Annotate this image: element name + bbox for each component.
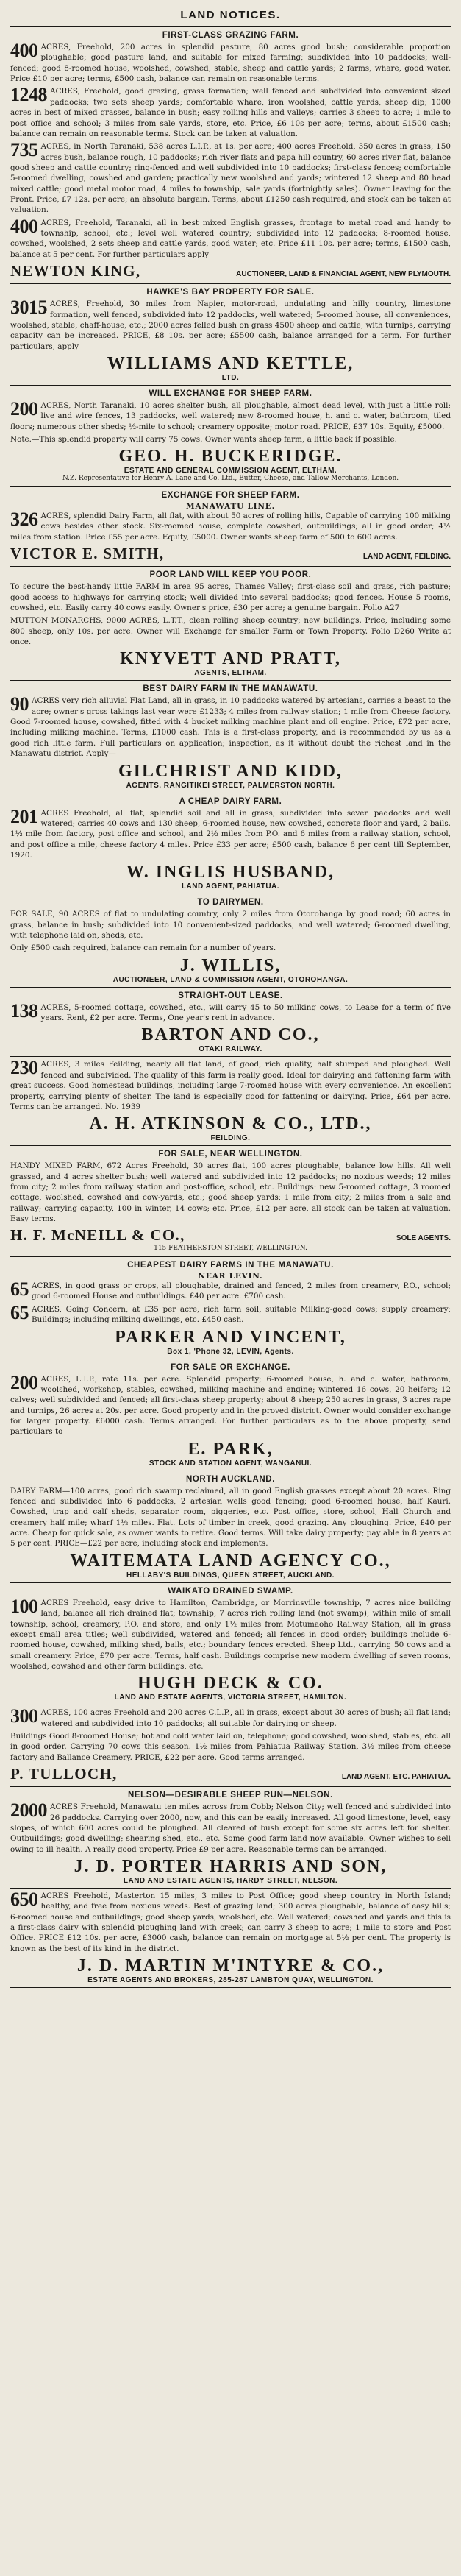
agent-name: J. D. MARTIN M'INTYRE & CO., — [76, 1956, 385, 1976]
ad-paragraph — [10, 909, 451, 941]
ad-paragraph — [10, 1595, 451, 1672]
ad-body-text: ACRES, Freehold, Taranaki, all in best mixed English grasses, frontage to metal road and handy to township, school, etc.; level well watered country; subdivided into 12 paddocks; 8-roomed house, cowshed, woolshed, 2 sets sheep and cattle yards, good water; etc. Price £11 10s. per acre; terms, £1500 cash, balance at 5 per cent. For further particulars apply — [10, 218, 451, 259]
ad-paragraph — [10, 805, 451, 861]
ad-subheading: MANAWATU LINE. — [185, 502, 276, 512]
ad-body-text: To secure the best-handy little FARM in area 95 acres, Thames Valley; first-class soil and grass, rich pasture; good access to highways for carrying stock; well divided into several paddocks; good fences. House 5 rooms, cowshed, etc. Easily carry 40 cows easily. Owner's price, £30 per acre; a genuine bargain. Folio A27 — [10, 582, 451, 612]
ad-paragraph — [10, 141, 451, 216]
ad-paragraph — [10, 42, 451, 84]
agent-address: FEILDING. — [210, 1134, 251, 1143]
ad-body-text: DAIRY FARM—100 acres, good rich swamp reclaimed, all in good English grasses except about 20 acres. Ring fenced and subdivided into 6 paddocks, 2 artesian wells good fencing; good 6-roomed house, half Kauri. Cowshed, trap and calf sheds, separator room, piggeries, etc. Post office, store, school, Hall Church and creamery half mile; wharf 1½ miles. Flat. Lots of timber in creek, good grazing. Any ploughing. Price, £40 per acre. Cheap for quick sale, as owner wants to retire. Good terms. Will take dairy property; pay able in 8 years at 5 per cent. PRICE—£22 per acre, including stock and implements. — [10, 1486, 451, 1549]
agent-name: VICTOR E. SMITH, — [10, 545, 165, 563]
ad-body-text: ACRES, North Taranaki, 10 acres shelter bush, all ploughable, almost dead level, with just a little roll; live and wire fences, 13 paddocks, well watered; new 8-roomed house, h. and c. water, bathroom, tiled floors; numerous other sheds; ½-mile to school; creamery opposite; motor road. PRICE, £37 10s. Equity, £5000. — [10, 400, 451, 431]
acreage-figure: 650 — [10, 1888, 38, 1910]
agent-signature — [10, 1226, 451, 1245]
agent-address: LAND AND ESTATE AGENTS, HARDY STREET, NELSON. — [123, 1876, 338, 1885]
agent-name: HUGH DECK & CO. — [137, 1674, 324, 1694]
ad-heading: BEST DAIRY FARM IN THE MANAWATU. — [143, 684, 318, 694]
ad-paragraph — [10, 1486, 451, 1549]
acreage-figure: 400 — [10, 40, 38, 61]
acreage-figure: 326 — [10, 509, 38, 531]
ad-block — [10, 894, 451, 987]
acreage-figure: 200 — [10, 397, 38, 420]
ad-paragraph — [10, 1278, 451, 1302]
ad-paragraph — [10, 1161, 451, 1224]
ad-block — [10, 1471, 451, 1583]
ad-paragraph — [10, 1888, 451, 1954]
acreage-figure: 735 — [10, 139, 38, 161]
agent-name: GILCHRIST AND KIDD, — [118, 761, 343, 781]
ad-block — [10, 386, 451, 487]
acreage-figure: 100 — [10, 1595, 38, 1617]
acreage-figure: 400 — [10, 215, 38, 237]
ad-body-text: ACRES, Freehold, 30 miles from Napier, motor-road, undulating and hilly country, limestone formation, well fenced, subdivided into 12 paddocks, well watered; 5-roomed house, all conveniences, woolshed, stable, chaff-house, etc.; 2000 acres felled bush on grass 4500 sheep and cattle, with turnips, carrying capacity can be increased. PRICE, £8 10s. per acre; £5500 cash, balance arranged for a term. For further particulars, apply — [10, 300, 451, 351]
agent-address: LAND AND ESTATE AGENTS, VICTORIA STREET, HAMILTON. — [114, 1694, 347, 1702]
agent-name: PARKER AND VINCENT, — [115, 1327, 346, 1347]
ad-body-text: ACRES Freehold, all flat, splendid soil and all in grass; subdivided into seven paddocks and well watered; carries 40 cows and 130 sheep, 6-roomed house, new cowshed, concrete floor and yard, 2 bails. 1½ mile from factory, post office and school, and 2½ miles from P.O. and 6 miles from a railway station, school, and post office a mile, cheese factory 4 miles. Price £33 per acre; £500 cash, balance 6 per cent till September, 1920. — [10, 808, 451, 860]
agent-name: E. PARK, — [187, 1439, 274, 1459]
ad-heading: EXCHANGE FOR SHEEP FARM. — [161, 491, 300, 500]
ad-heading: CHEAPEST DAIRY FARMS IN THE MANAWATU. — [127, 1261, 334, 1270]
agent-address: AUCTIONEER, LAND & COMMISSION AGENT, OTOROHANGA. — [112, 975, 349, 984]
agent-name: WAITEMATA LAND AGENCY CO., — [70, 1551, 391, 1571]
ad-body-text: ACRES Freehold, Masterton 15 miles, 3 miles to Post Office; good sheep country in North Island; healthy, and free from noxious weeds. Best of grazing land; 300 acres ploughable, balance of easy hills; 6-roomed house and outbuildings; good sheep yards, woolshed, etc. Well watered; cowshed and yards and this is a first-class dairy with splendid ploughing land with creek; can carry 3 sheep to acre; 1 mile to store and Post Office. PRICE £12 10s. per acre, £3000 cash, balance can remain on mortgage at 5½ per cent. The property is known as the best of its kind in the district. — [10, 1891, 451, 1953]
masthead: LAND NOTICES. — [10, 6, 451, 27]
ad-block — [10, 988, 451, 1058]
agent-name: WILLIAMS AND KETTLE, — [107, 353, 354, 373]
ad-body-text: ACRES, 5-roomed cottage, cowshed, etc., will carry 45 to 50 milking cows, to Lease for a term of five years. Rent, £2 per acre. Terms, One year's rent in advance. — [40, 1002, 451, 1023]
ad-heading: FIRST-CLASS GRAZING FARM. — [162, 31, 299, 40]
ad-body-text: ACRES, in good grass or crops, all ploughable, drained and fenced, 2 miles from creamery, P.O., school; good 6-roomed House and outbuildings. £40 per acre. £700 cash. — [32, 1281, 451, 1301]
agent-name: GEO. H. BUCKERIDGE. — [118, 447, 343, 467]
ad-body-text: ACRES Freehold, easy drive to Hamilton, Cambridge, or Morrinsville township, 7 acres nice building land, balance all rich drained flat; township, 7 acres rich rolling land (not swamp); within mile of small township, school, creamery, P.O. and store, and only 1½ miles from Motumaoho Railway Station, all in grass except small area titles; well subdivided, watered and fenced; all fences in good order; buildings include 6-roomed house, cowshed, milking shed, bails, etc.; boundary fences erected. Sheep Ltd., carrying 50 cows and a small creamery. Price, £70 per acre. Terms, half cash. Buildings comprise new modern dwelling of seven rooms, woolshed, cowshed and other farm buildings, etc. — [10, 1598, 451, 1671]
ad-paragraph — [10, 434, 451, 445]
ad-paragraph — [10, 215, 451, 260]
agent-signature — [10, 545, 451, 563]
agent-name: KNYVETT AND PRATT, — [120, 649, 341, 669]
ad-body-text: Note.—This splendid property will carry 75 cows. Owner wants sheep farm, a little back if possible. — [10, 435, 397, 445]
ad-paragraph — [10, 693, 451, 759]
agent-address: STOCK AND STATION AGENT, WANGANUI. — [149, 1459, 312, 1468]
acreage-figure: 90 — [10, 693, 29, 715]
ad-heading: NORTH AUCKLAND. — [185, 1474, 275, 1484]
agent-address: ESTATE AND GENERAL COMMISSION AGENT, ELTHAM. — [124, 467, 337, 475]
ad-paragraph — [10, 397, 451, 432]
ad-paragraph — [10, 615, 451, 647]
ad-heading: FOR SALE OR EXCHANGE. — [171, 1362, 290, 1372]
ad-heading: FOR SALE, NEAR WELLINGTON. — [158, 1150, 303, 1159]
ad-heading: STRAIGHT-OUT LEASE. — [178, 991, 283, 1000]
agent-name: H. F. McNEILL & CO., — [10, 1226, 185, 1245]
agent-name: NEWTON KING, — [10, 262, 141, 280]
ad-body-text: ACRES Freehold, Manawatu ten miles across from Cobb; Nelson City; well fenced and subdivided into 26 paddocks. Carrying over 2000, now, and this can be easily increased. All good limestone, level, easy slopes, of which 600 acres could be ploughed. All cleared of bush except for some six acres left for shelter. Outbuildings; good dwelling; shearing shed, etc., etc. Some good farm land now available. Owner wishes to sell owing to ill health. A really good property. Price £9 per acre. Reasonable terms can be arranged. — [10, 1802, 451, 1854]
ad-body-text: ACRES, 100 acres Freehold and 200 acres C.L.P., all in grass, except about 30 acres of bush; all flat land; watered and subdivided into 10 paddocks; all suitable for dairying or sheep. — [40, 1708, 451, 1728]
ad-heading: WILL EXCHANGE FOR SHEEP FARM. — [149, 389, 312, 398]
ad-subheading: NEAR LEVIN. — [198, 1272, 263, 1281]
ad-body-text: ACRES, Freehold, 200 acres in splendid pasture, 80 acres good bush; considerable proportion ploughable; good pasture land, and suitable for mixed farming; subdivided into 10 paddocks; well-fenced; good 8-roomed house, woolshed, cowshed, stable, sheep and cattle yards; 2 farms, whare, good water. Price £10 per acre; terms, £500 cash, balance can remain on reasonable terms. — [10, 43, 451, 84]
acreage-figure: 300 — [10, 1705, 38, 1727]
ad-body-text: MUTTON MONARCHS, 9000 ACRES, L.T.T., clean rolling sheep country; new buildings. Price, including some 800 sheep, only 10s. per acre. Owner will Exchange for smaller Farm or Town Property. Folio D260 Write at once. — [10, 616, 451, 646]
ad-block — [10, 1583, 451, 1706]
ad-heading: WAIKATO DRAINED SWAMP. — [168, 1586, 293, 1596]
advertisements-column — [10, 27, 451, 1988]
ad-body-text: ACRES, Freehold, good grazing, grass formation; well fenced and subdivided into convenient sized paddocks; two sets sheep yards; comfortable whare, iron woolshed, cattle yards, sheep dip; 1000 acres in best of mixed grasses, balance in bush; easy rolling hills and valleys; carries 3 sheep to acre; 1 mile to post office and school; 3 miles from sale yards, store, etc. Price, £6 10s per acre; terms, about £1500 cash; balance can remain on reasonable terms. Stock can be taken at valuation. — [10, 87, 451, 138]
ad-paragraph — [10, 1301, 451, 1326]
ad-block — [10, 793, 451, 895]
agent-role: SOLE AGENTS. — [396, 1234, 451, 1243]
ad-paragraph — [10, 1731, 451, 1763]
acreage-figure: 65 — [10, 1301, 29, 1323]
ad-block — [10, 1889, 451, 1988]
ad-heading: HAWKE'S BAY PROPERTY FOR SALE. — [146, 288, 315, 297]
ad-body-text: ACRES, L.I.P., rate 11s. per acre. Splendid property; 6-roomed house, h. and c. water, bathroom, woolshed, workshop, stables, cowshed, milking machine and engine; wintered 16 cows, 20 heifers; 12 calves; well subdivided and fenced; all first-class sheep property; about 8 sheep; 250 acres in grass, 3 acres rape and turnips, 26 acres at 20s. per acre. Good property and in the proved district. Owner would consider exchange for larger property. £6000 cash. Terms arranged. For further particulars as to the above property, send particulars to — [10, 1374, 451, 1437]
acreage-figure: 1248 — [10, 84, 47, 106]
ad-body-text: HANDY MIXED FARM, 672 Acres Freehold, 30 acres flat, 100 acres ploughable, balance low hills. All well grassed, and 4 acres shelter bush; well watered and subdivided into 12 paddocks; no noxious weeds; 12 miles from city; 2 miles from railway station and post-office, school, etc. Buildings: new 5-roomed cottage, 3 roomed cottage, woolshed, cowshed and cow-yards, etc.; good sheep yards; 1 mile from city; 2 miles from a sale and railway; carrying capacity, 100 in winter, 14 cows; etc. Price, £12 per acre, all stock can be taken at valuation. Easy terms. — [10, 1161, 451, 1224]
agent-name: J. WILLIS, — [179, 955, 282, 975]
agent-address: LTD. — [221, 373, 240, 382]
agent-signature — [10, 262, 451, 280]
agent-role: AUCTIONEER, LAND & FINANCIAL AGENT, NEW PLYMOUTH. — [236, 270, 451, 279]
ad-block — [10, 1057, 451, 1146]
ad-block — [10, 1146, 451, 1257]
ad-body-text: ACRES, Going Concern, at £35 per acre, rich farm soil, suitable Milking-good cows; supply creamery; Buildings; including milking dwellings, etc. £450 cash. — [32, 1304, 451, 1325]
ad-heading: TO DAIRYMEN. — [197, 898, 264, 907]
agent-role: LAND AGENT, ETC. PAHIATUA. — [341, 1773, 451, 1782]
ad-paragraph — [10, 943, 451, 953]
ad-body-text: ACRES very rich alluvial Flat Land, all in grass, in 10 paddocks watered by artesians, carries a beast to the acre; owner's gross takings last year were £1233; 4 miles from railway station; 1 mile from Cheese factory. Good 7-roomed house, cowshed, fitted with 4 bucket milking machine plant and oil engine. Price, £72 per acre, including milking machine. Terms, £1000 cash. This is a first-class property, and is recommended by us as a good rich little farm. Full particulars on application; inspection, as it without doubt the richest land in the Manawatu district. Apply— — [10, 696, 451, 759]
agent-signature — [10, 1765, 451, 1783]
ad-body-text: Only £500 cash required, balance can remain for a number of years. — [10, 944, 276, 953]
ad-paragraph — [10, 999, 451, 1024]
acreage-figure: 138 — [10, 999, 38, 1022]
ad-block — [10, 284, 451, 386]
ad-paragraph — [10, 299, 451, 352]
agent-address: OTAKI RAILWAY. — [199, 1045, 262, 1054]
ad-block — [10, 1359, 451, 1471]
ad-body-text: ACRES, in North Taranaki, 538 acres L.I.P., at 1s. per acre; 400 acres Freehold, 350 acres in grass, 150 acres bush, balance rough, 10 paddocks; rich river flats and papa hill country, 60 acres river flat, balance good sheep and cattle country; ring-fenced and well subdivided into 10 paddocks; first-class fences; comfortable 5-roomed dwelling, cowshed and garden; practically new woolshed and yards; wintered 12 sheep and 80 head mixed cattle; good metal motor road, 4 miles to township, sale yards (fortnightly sales). Owner leaving for the Front. Price, £7 12s. per acre; an absolute bargain. Terms, about £1250 cash required, and stock can be taken at valuation. — [10, 142, 451, 215]
ad-paragraph — [10, 1705, 451, 1729]
ad-paragraph — [10, 1371, 451, 1437]
ad-body-text: ACRES, 3 miles Feilding, nearly all flat land, of good, rich quality, half stumped and ploughed. Well fenced and subdivided. The quality of this farm is really good. Ideal for dairying and fattening farm with great success. Good homestead buildings, including large 7-roomed house with every convenience. An excellent property, carrying plenty of shelter. The land is especially good for fattening or dairying. Price, £64 per acre. Terms can be arranged. No. 1939 — [10, 1060, 451, 1111]
acreage-figure: 65 — [10, 1278, 29, 1301]
ad-paragraph — [10, 511, 451, 542]
ad-paragraph — [10, 86, 451, 139]
ad-block — [10, 1257, 451, 1359]
agent-name: W. INGLIS HUSBAND, — [126, 863, 335, 882]
agent-address: HELLABY'S BUILDINGS, QUEEN STREET, AUCKLAND. — [126, 1571, 335, 1579]
ad-body-text: FOR SALE, 90 ACRES of flat to undulating country, only 2 miles from Otorohanga by good road; 60 acres in grass, balance in bush; subdivided into 10 convenient-sized paddocks, and well watered; 6-roomed dwelling, with telephone laid on, sheds, etc. — [10, 910, 451, 941]
ad-block — [10, 1705, 451, 1787]
acreage-figure: 3015 — [10, 297, 47, 319]
agent-role: LAND AGENT, FEILDING. — [362, 553, 451, 562]
ad-block — [10, 1787, 451, 1889]
acreage-figure: 201 — [10, 805, 38, 827]
agent-address: AGENTS, ELTHAM. — [194, 669, 267, 678]
agent-address: ESTATE AGENTS AND BROKERS, 285-287 LAMBTON QUAY, WELLINGTON. — [87, 1976, 374, 1985]
ad-paragraph — [10, 581, 451, 613]
ad-block — [10, 681, 451, 793]
acreage-figure: 230 — [10, 1057, 38, 1079]
agent-address: AGENTS, RANGITIKEI STREET, PALMERSTON NORTH. — [126, 781, 335, 790]
agent-name: J. D. PORTER HARRIS AND SON, — [74, 1856, 387, 1876]
agent-address: Box 1, 'Phone 32, LEVIN, Agents. — [167, 1347, 294, 1356]
ad-paragraph — [10, 1802, 451, 1855]
agent-name: A. H. ATKINSON & CO., LTD., — [89, 1114, 372, 1134]
agent-note: 115 FEATHERSTON STREET, WELLINGTON. — [154, 1245, 307, 1253]
acreage-figure: 200 — [10, 1371, 38, 1393]
ad-heading: POOR LAND WILL KEEP YOU POOR. — [149, 570, 312, 580]
ad-block — [10, 487, 451, 567]
ad-paragraph — [10, 1059, 451, 1112]
ad-body-text: Buildings Good 8-roomed House; hot and cold water laid on, telephone; good cowshed, woolshed, stables, etc. all in good order. Carrying 70 cows this season. 1½ miles from Pahiatua Railway Station, 3½ miles from cheese factory and Ballance Creamery. PRICE, £22 per acre. Good terms arranged. — [10, 1732, 451, 1762]
agent-address: LAND AGENT, PAHIATUA. — [181, 882, 280, 891]
agent-note: N.Z. Representative for Henry A. Lane and Co. Ltd., Butter, Cheese, and Tallow Merchants, London. — [62, 475, 399, 483]
ad-body-text: ACRES, splendid Dairy Farm, all flat, with about 50 acres of rolling hills, Capable of carrying 100 milking cows besides other stock. Six-roomed house, complete cowshed, outbuildings; all in good order; 4½ miles from station. Price £55 per acre. Equity, £5000. Owner wants sheep farm of 500 to 600 acres. — [10, 512, 451, 542]
acreage-figure: 2000 — [10, 1800, 47, 1822]
ad-heading: NELSON—DESIRABLE SHEEP RUN—NELSON. — [128, 1791, 333, 1800]
agent-name: BARTON AND CO., — [141, 1025, 320, 1045]
ad-heading: A CHEAP DAIRY FARM. — [179, 796, 282, 806]
ad-block — [10, 567, 451, 681]
agent-name: P. TULLOCH, — [10, 1765, 118, 1783]
ad-block — [10, 27, 451, 284]
